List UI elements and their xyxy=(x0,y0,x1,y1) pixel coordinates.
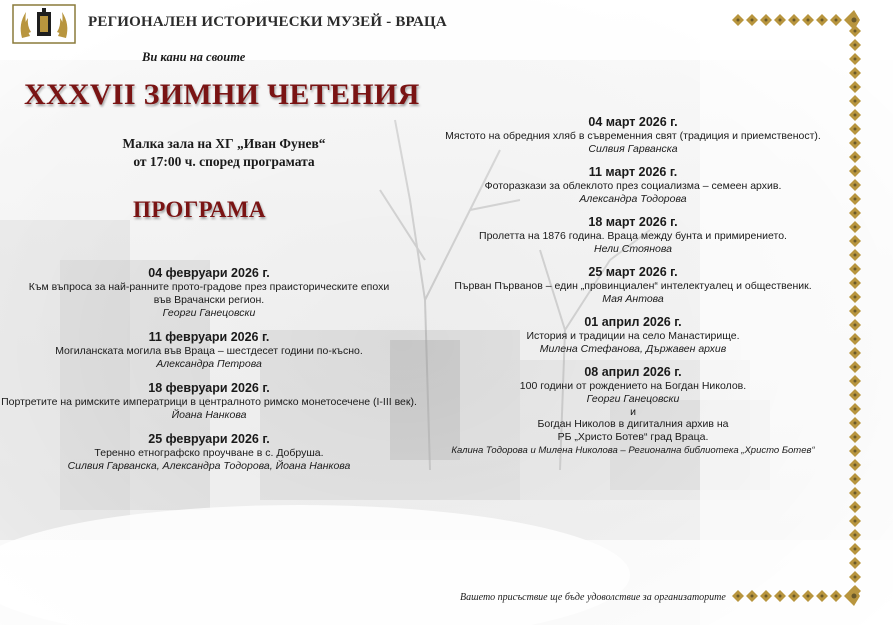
entry-speaker: Калина Тодорова и Милена Николова – Регионална библиотека „Христо Ботев“ xyxy=(451,445,815,456)
invite-line: Ви кани на своите xyxy=(142,50,246,64)
program-left-column xyxy=(0,266,418,483)
entry-speaker: Силвия Гарванска, Александра Тодорова, Йоана Нанкова xyxy=(67,460,351,472)
entry-date: 08 април 2026 г. xyxy=(584,365,682,379)
entry-speaker: Силвия Гарванска xyxy=(588,143,678,155)
ornament-border-icon xyxy=(730,8,860,32)
venue-line: Малка зала на ХГ „Иван Фунев“ xyxy=(122,136,326,151)
entry-speaker: Александра Тодорова xyxy=(579,193,687,205)
entry-talk: РБ „Христо Ботев“ град Враца. xyxy=(557,431,709,443)
event-title: XXXVII ЗИМНИ ЧЕТЕНИЯ xyxy=(24,78,420,111)
entry-speaker: Георги Ганецовски xyxy=(162,307,256,319)
program-entry-final xyxy=(424,365,842,457)
time-line: от 17:00 ч. според програмата xyxy=(133,154,315,169)
program-entry xyxy=(0,330,418,371)
venue-block xyxy=(84,135,364,171)
entry-connector: и xyxy=(630,406,636,418)
program-entry xyxy=(424,115,842,156)
entry-talk: Първан Първанов – един „провинциален“ интелектуалец и общественик. xyxy=(454,280,812,292)
entry-talk: История и традиции на село Манастирище. xyxy=(526,330,740,342)
entry-speaker: Нели Стоянова xyxy=(594,243,672,255)
entry-speaker: Александра Петрова xyxy=(156,358,262,370)
entry-date: 04 март 2026 г. xyxy=(588,115,678,129)
entry-talk: Богдан Николов в дигиталния архив на xyxy=(537,418,729,430)
entry-talk: Мястото на обредния хляб в съвременния свят (традиция и приемственост). xyxy=(445,130,821,142)
program-heading: ПРОГРАМА xyxy=(133,197,266,222)
entry-speaker: Мая Антова xyxy=(602,293,664,305)
entry-talk: Пролетта на 1876 година. Враца между бунта и примирението. xyxy=(479,230,787,242)
entry-speaker: Йоана Нанкова xyxy=(171,409,247,421)
entry-date: 18 февруари 2026 г. xyxy=(148,381,270,395)
museum-name: РЕГИОНАЛЕН ИСТОРИЧЕСКИ МУЗЕЙ - ВРАЦА xyxy=(88,14,447,30)
program-entry xyxy=(424,315,842,356)
ornament-border-icon xyxy=(730,584,860,608)
entry-date: 11 февруари 2026 г. xyxy=(148,330,270,344)
entry-talk: Теренно етнографско проучване в с. Добруша. xyxy=(94,447,324,459)
entry-speaker: Милена Стефанова, Държавен архив xyxy=(539,343,727,355)
program-entry xyxy=(0,432,418,473)
entry-date: 25 февруари 2026 г. xyxy=(148,432,270,446)
entry-date: 25 март 2026 г. xyxy=(588,265,678,279)
entry-talk: Портретите на римските императрици в централното римско монетосечене (I-III век). xyxy=(1,396,417,408)
entry-date: 04 февруари 2026 г. xyxy=(148,266,270,280)
footer-note: Вашето присъствие ще бъде удоволствие за организаторите xyxy=(460,592,726,603)
entry-date: 18 март 2026 г. xyxy=(588,215,678,229)
museum-emblem-icon xyxy=(12,4,76,44)
entry-date: 01 април 2026 г. xyxy=(584,315,682,329)
entry-talk: Могиланската могила във Враца – шестдесет години по-късно. xyxy=(55,345,363,357)
program-entry xyxy=(424,215,842,256)
entry-speaker: Георги Ганецовски xyxy=(586,393,680,405)
entry-date: 11 март 2026 г. xyxy=(588,165,678,179)
ornament-border-icon xyxy=(848,24,862,594)
program-right-column xyxy=(424,115,842,466)
program-entry xyxy=(0,266,418,320)
entry-talk: във Врачански регион. xyxy=(153,294,265,306)
program-entry xyxy=(0,381,418,422)
program-entry xyxy=(424,165,842,206)
entry-talk: Фоторазкази за облеклото през социализма – семеен архив. xyxy=(484,180,782,192)
program-entry xyxy=(424,265,842,306)
entry-talk: 100 години от рождението на Богдан Николов. xyxy=(519,380,747,392)
entry-talk: Към въпроса за най-ранните прото-градове през праисторическите епохи xyxy=(28,281,390,293)
